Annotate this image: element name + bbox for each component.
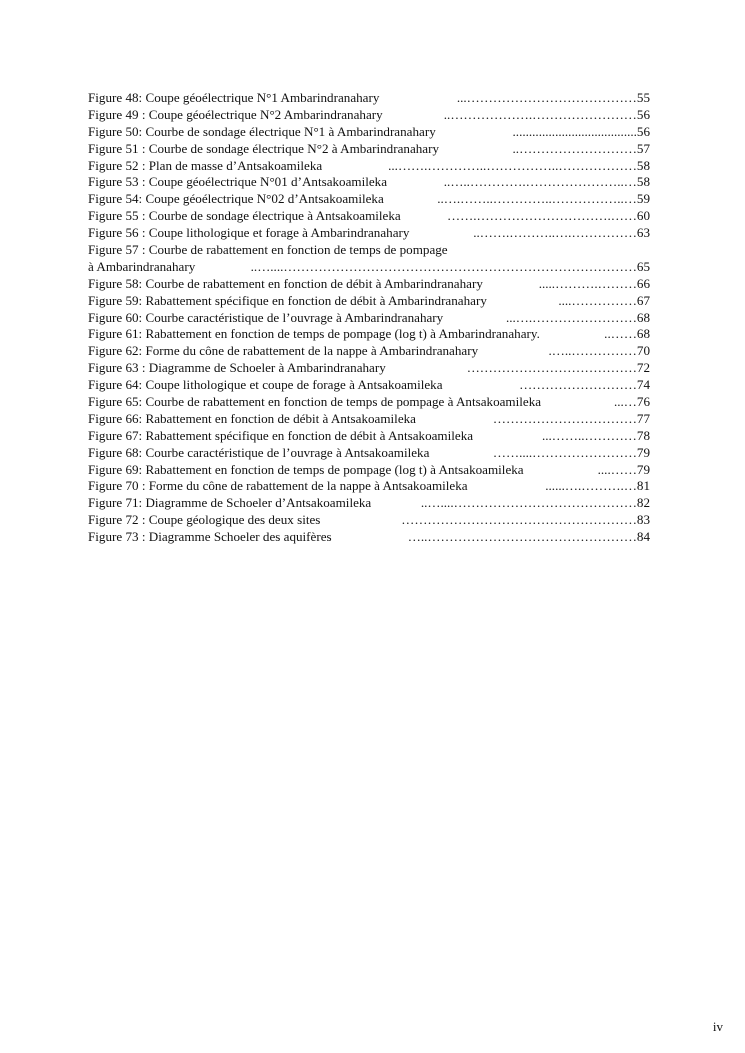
list-of-figures-entry[interactable] [88, 208, 650, 225]
dot-leader: …………..……... [541, 427, 637, 443]
dot-leader: …………………….……………….. [443, 106, 637, 122]
list-of-figures-entry[interactable] [88, 293, 650, 310]
list-of-figures-entry[interactable] [88, 360, 650, 377]
entry-title: Figure 67: Rabattement spécifique en fonction de débit à Antsakoamileka [88, 427, 474, 443]
entry-title: Figure 60: Courbe caractéristique de l’ouvrage à Ambarindranahary [88, 309, 444, 325]
entry-title: Figure 61: Rabattement en fonction de temps de pompage (log t) à Ambarindranahary. [88, 326, 540, 342]
entry-title: Figure 48: Coupe géoélectrique N°1 Ambarindranahary [88, 90, 380, 105]
list-of-figures-entry[interactable] [88, 495, 650, 512]
entry-title: Figure 66: Rabattement en fonction de débit à Antsakoamileka [88, 410, 416, 426]
entry-title: Figure 72 : Coupe géologique des deux sites [88, 512, 321, 528]
entry-title: Figure 68: Courbe caractéristique de l’ouvrage à Antsakoamileka [88, 444, 430, 460]
list-of-figures-entry[interactable] [88, 158, 650, 175]
dot-leader: …... [613, 394, 637, 410]
list-of-figures-entry[interactable] [88, 141, 650, 158]
dot-leader: …………….…..……….…….. [473, 225, 637, 241]
entry-page-number: 81 [636, 478, 650, 494]
entry-page-number: 56 [636, 123, 650, 139]
entry-title: Figure 65: Courbe de rabattement en fonction de temps de pompage à Antsakoamileka [88, 394, 542, 410]
entry-page-number: 72 [636, 360, 650, 376]
list-of-figures-entry[interactable] [88, 512, 650, 529]
dot-leader: ……………………………………....….. [420, 495, 637, 511]
entry-title: Figure 73 : Diagramme Schoeler des aquifères [88, 529, 332, 545]
entry-page-number: 77 [636, 410, 650, 426]
entry-page-number: 65 [636, 258, 650, 274]
list-of-figures-entry[interactable] [88, 310, 650, 327]
entry-page-number: 83 [636, 512, 650, 528]
dot-leader: ………………………………… [466, 360, 637, 376]
list-of-figures-entry[interactable] [88, 462, 650, 479]
list-of-figures-entry[interactable] [88, 411, 650, 428]
entry-page-number: 58 [636, 174, 650, 190]
dot-leader: …………………………………………..… [407, 529, 637, 545]
list-of-figures-entry[interactable] [88, 394, 650, 411]
dot-leader: …………………………… [492, 410, 637, 426]
dot-leader: ……………………… [519, 377, 637, 393]
entry-continuation [88, 259, 650, 276]
entry-title: Figure 71: Diagramme de Schoeler d’Antsakoamileka [88, 495, 372, 511]
list-of-figures-entry[interactable] [88, 343, 650, 360]
dot-leader: …………………………………... [456, 90, 637, 105]
list-of-figures-entry[interactable] [88, 225, 650, 242]
entry-title: Figure 54: Coupe géoélectrique N°02 d’Antsakoamileka [88, 191, 384, 207]
list-of-figures-entry[interactable] [88, 124, 650, 141]
entry-title: Figure 62: Forme du cône de rabattement de la nappe à Ambarindranahary [88, 343, 479, 359]
entry-title: Figure 58: Courbe de rabattement en fonction de débit à Ambarindranahary [88, 275, 483, 291]
dot-leader: ………………..……………..………….……... [388, 157, 637, 173]
entry-page-number: 79 [636, 461, 650, 477]
entry-title: Figure 50: Courbe de sondage électrique N°1 à Ambarindranahary [88, 123, 436, 139]
entry-page-number: 76 [636, 394, 650, 410]
list-of-figures-entry[interactable] [88, 529, 650, 546]
list-of-figures-entry[interactable] [88, 276, 650, 293]
entry-title-continuation: à Ambarindranahary [88, 258, 196, 274]
entry-page-number: 78 [636, 427, 650, 443]
dot-leader: ….……….…...... [545, 478, 637, 494]
dot-leader: …..………………….…………..….. [443, 174, 637, 190]
dot-leader: …………….... [558, 292, 637, 308]
list-of-figures-entry[interactable] [88, 326, 650, 343]
list-of-figures-entry[interactable] [88, 191, 650, 208]
entry-page-number: 63 [636, 225, 650, 241]
entry-page-number: 84 [636, 529, 650, 545]
list-of-figures [88, 90, 650, 546]
dot-leader: …….. [604, 326, 637, 342]
list-of-figures-entry[interactable] [88, 428, 650, 445]
dot-leader: ……….………..... [538, 275, 637, 291]
entry-page-number: 59 [636, 191, 650, 207]
entry-page-number: 82 [636, 495, 650, 511]
dot-leader: …..……………..…………..…….….. [437, 191, 637, 207]
dot-leader: ………………………………………………………………………....….. [250, 258, 637, 274]
dot-leader: …….... [597, 461, 637, 477]
entry-title: Figure 52 : Plan de masse d’Antsakoamileka [88, 157, 323, 173]
dot-leader: …….………………………….…… [447, 208, 637, 224]
entry-title: Figure 64: Coupe lithologique et coupe de forage à Antsakoamileka [88, 377, 443, 393]
entry-page-number: 57 [636, 140, 650, 156]
entry-title: Figure 53 : Coupe géoélectrique N°01 d’Antsakoamileka [88, 174, 388, 190]
entry-page-number: 74 [636, 377, 650, 393]
list-of-figures-entry[interactable] [88, 90, 650, 107]
entry-title: Figure 70 : Forme du cône de rabattement de la nappe à Antsakoamileka [88, 478, 468, 494]
entry-page-number: 60 [636, 208, 650, 224]
entry-title: Figure 51 : Courbe de sondage électrique N°2 à Ambarindranahary [88, 140, 440, 156]
dot-leader: …………………….…... [505, 309, 637, 325]
entry-title: Figure 57 : Courbe de rabattement en fonction de temps de pompage [88, 242, 448, 258]
dot-leader: ……………………....…… [492, 444, 637, 460]
entry-title: Figure 55 : Courbe de sondage électrique à Antsakoamileka [88, 208, 401, 224]
entry-title: Figure 49 : Coupe géoélectrique N°2 Ambarindranahary [88, 106, 383, 122]
entry-page-number: 58 [636, 157, 650, 173]
entry-title: Figure 59: Rabattement spécifique en fonction de débit à Ambarindranahary [88, 292, 487, 308]
list-of-figures-entry[interactable] [88, 445, 650, 462]
entry-title: Figure 63 : Diagramme de Schoeler à Ambarindranahary [88, 360, 386, 376]
list-of-figures-entry[interactable] [88, 377, 650, 394]
entry-page-number: 79 [636, 444, 650, 460]
entry-page-number: 70 [636, 343, 650, 359]
entry-title: Figure 56 : Coupe lithologique et forage à Ambarindranahary [88, 225, 410, 241]
dot-leader: ……………………………………………… [401, 512, 637, 528]
dot-leader: ...................................... [512, 123, 637, 139]
page-number: iv [712, 1019, 723, 1034]
dot-leader: ……………………….. [512, 140, 637, 156]
entry-page-number: 56 [636, 106, 650, 122]
entry-page-number: 68 [636, 326, 650, 342]
entry-page-number: 55 [636, 90, 650, 105]
list-of-figures-entry[interactable] [88, 107, 650, 124]
entry-page-number: 67 [636, 292, 650, 308]
list-of-figures-entry[interactable] [88, 242, 650, 276]
list-of-figures-entry[interactable] [88, 478, 650, 495]
entry-title: Figure 69: Rabattement en fonction de temps de pompage (log t) à Antsakoamileka [88, 461, 524, 477]
entry-page-number: 68 [636, 309, 650, 325]
entry-page-number: 66 [636, 275, 650, 291]
dot-leader: ……………..…. [548, 343, 637, 359]
list-of-figures-entry[interactable] [88, 174, 650, 191]
